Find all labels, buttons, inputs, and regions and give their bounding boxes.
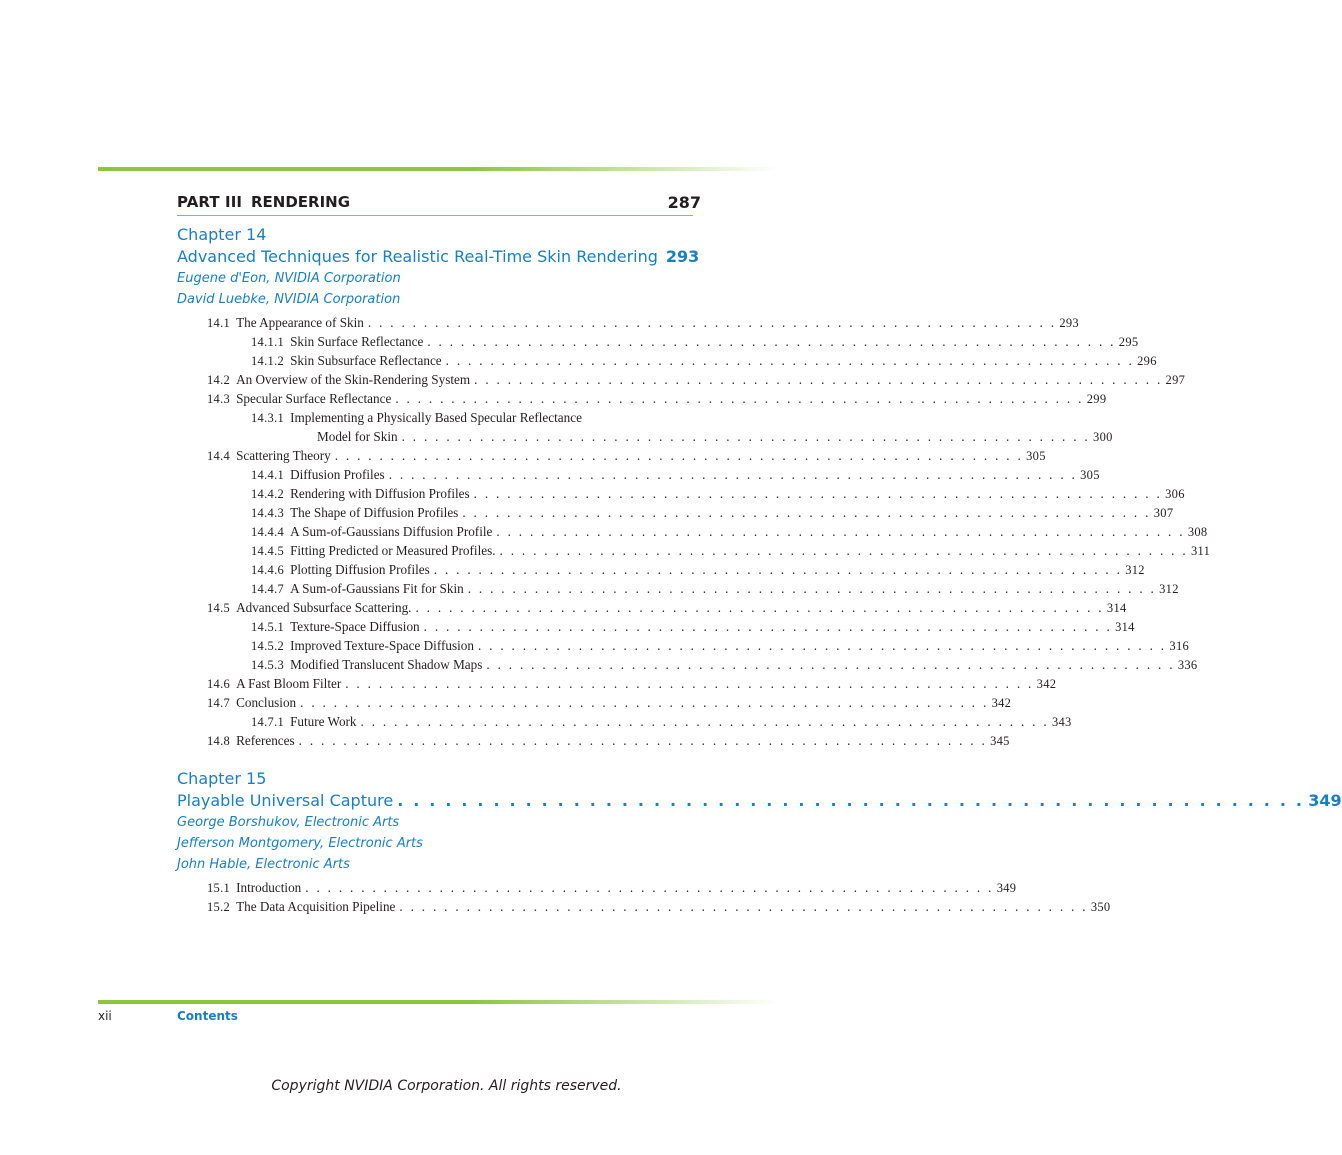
toc-number: 14.8 [207, 734, 231, 748]
toc-entry[interactable] [177, 313, 1079, 332]
chapter-title[interactable]: Advanced Techniques for Realistic Real-Time Skin Rendering [177, 247, 658, 266]
toc-entry[interactable] [177, 655, 1198, 674]
toc-page[interactable]: 314 [1106, 601, 1127, 615]
toc-page[interactable]: 345 [990, 734, 1010, 748]
toc-number: 14.7 [207, 696, 231, 710]
toc-label[interactable]: Skin Subsurface Reflectance [290, 353, 442, 368]
chapter-page[interactable]: 293 [665, 247, 700, 266]
toc-label[interactable]: The Data Acquisition Pipeline [236, 899, 396, 914]
toc-number: 14.5 [207, 601, 231, 615]
chapter-15 [177, 768, 1342, 875]
dot-leader: . . . . . . . . . . . . . . . . . . . . . . . . . . . . . . . . . . . . . . . . . . . . . . . . . . . . . . . . . . . . . . [401, 429, 1091, 444]
toc-label[interactable]: A Sum-of-Gaussians Diffusion Profile [290, 524, 493, 539]
author: George Borshukov, Electronic Arts [177, 815, 400, 830]
toc-page[interactable]: 343 [1051, 715, 1072, 729]
toc-number: 14.4.4 [251, 525, 285, 539]
chapter-title-link[interactable] [177, 790, 1342, 812]
chapter-title[interactable]: Playable Universal Capture [177, 791, 394, 810]
toc-label[interactable]: Rendering with Diffusion Profiles [290, 486, 470, 501]
toc-entry[interactable] [177, 332, 1139, 351]
toc-label[interactable]: An Overview of the Skin-Rendering System [236, 372, 471, 387]
dot-leader: . . . . . . . . . . . . . . . . . . . . . . . . . . . . . . . . . . . . . . . . . . . . . . . . . . . . . . . . . . . . . . [462, 505, 1151, 520]
dot-leader: . . . . . . . . . . . . . . . . . . . . . . . . . . . . . . . . . . . . . . . . . . . . . . . . . . . . . . . . . . . . . . [345, 676, 1034, 691]
top-green-rule [98, 167, 778, 171]
toc-page[interactable]: 336 [1177, 658, 1198, 672]
toc-entry[interactable] [177, 484, 1185, 503]
chapter-page[interactable]: 349 [1308, 791, 1342, 810]
toc-page[interactable]: 305 [1080, 468, 1100, 482]
toc-label[interactable]: Fitting Predicted or Measured Profiles. [290, 543, 496, 558]
toc-page[interactable]: 349 [996, 881, 1017, 895]
dot-leader: . . . . . . . . . . . . . . . . . . . . . . . . . . . . . . . . . . . . . . . . . . . . . . . . . . . . . . . . . . . . . . [496, 524, 1185, 539]
dot-leader: . . . . . . . . . . . . . . . . . . . . . . . . . . . . . . . . . . . . . . . . . . . . . . . . . . . . . . . . . . . . . . [360, 714, 1049, 729]
toc-entry[interactable] [177, 389, 1107, 408]
toc-number: 15.2 [207, 900, 231, 914]
toc-page[interactable]: 297 [1165, 373, 1186, 387]
toc-entry[interactable] [177, 636, 1190, 655]
part-header [177, 193, 701, 216]
dot-leader: . . . . . . . . . . . . . . . . . . . . . . . . . . . . . . . . . . . . . . . . . . . . . . . . . . . . . . . . . . . . . . [445, 353, 1135, 368]
toc-label[interactable]: A Sum-of-Gaussians Fit for Skin [290, 581, 464, 596]
toc-page[interactable]: 312 [1159, 582, 1179, 596]
chapter-number[interactable]: Chapter 15 [177, 769, 267, 788]
bottom-green-rule [98, 1000, 778, 1004]
dot-leader: . . . . . . . . . . . . . . . . . . . . . . . . . . . . . . . . . . . . . . . . . . . . . . . . . . . . . . . . . [397, 791, 1305, 810]
dot-leader: . . . . . . . . . . . . . . . . . . . . . . . . . . . . . . . . . . . . . . . . . . . . . . . . . . . . . . . . . . . . . . [467, 581, 1157, 596]
chapter-14-toc [177, 313, 1211, 750]
toc-entry[interactable] [177, 560, 1145, 579]
dot-leader: . . . . . . . . . . . . . . . . . . . . . . . . . . . . . . . . . . . . . . . . . . . . . . . . . . . . . . . . . . . . . . [395, 391, 1084, 406]
toc-entry[interactable] [177, 408, 659, 427]
dot-leader: . . . . . . . . . . . . . . . . . . . . . . . . . . . . . . . . . . . . . . . . . . . . . . . . . . . . . . . . . . . . . . [334, 448, 1024, 463]
toc-page[interactable]: 305 [1026, 449, 1046, 463]
toc-entry[interactable] [177, 712, 1072, 731]
toc-page[interactable]: 299 [1086, 392, 1107, 406]
copyright-notice: Copyright NVIDIA Corporation. All rights reserved. [271, 1078, 622, 1094]
toc-label[interactable]: Modified Translucent Shadow Maps [290, 657, 483, 672]
dot-leader: . . . . . . . . . . . . . . . . . . . . . . . . . . . . . . . . . . . . . . . . . . . . . . . . . . . . . . . . . . . . . . [423, 619, 1113, 634]
toc-page[interactable]: 307 [1153, 506, 1174, 520]
toc-entry[interactable] [177, 693, 1012, 712]
author: John Hable, Electronic Arts [177, 857, 350, 872]
toc-number: 14.4.2 [251, 487, 285, 501]
toc-label[interactable]: The Shape of Diffusion Profiles [290, 505, 459, 520]
chapter-14 [177, 224, 700, 310]
dot-leader: . . . . . . . . . . . . . . . . . . . . . . . . . . . . . . . . . . . . . . . . . . . . . . . . . . . . . . . . . . . . . . [388, 467, 1078, 482]
toc-label[interactable]: Advanced Subsurface Scattering. [236, 600, 412, 615]
toc-page[interactable]: 296 [1137, 354, 1157, 368]
toc-label[interactable]: Scattering Theory [236, 448, 331, 463]
chapter-15-toc [177, 878, 1111, 916]
toc-number: 14.4.1 [251, 468, 285, 482]
toc-number: 14.3.1 [251, 411, 285, 425]
toc-page[interactable]: 312 [1125, 563, 1145, 577]
dot-leader: . . . . . . . . . . . . . . . . . . . . . . . . . . . . . . . . . . . . . . . . . . . . . . . . . . . . . . . . . . . . . . [399, 899, 1088, 914]
running-footer-title[interactable]: Contents [177, 1009, 238, 1023]
toc-entry[interactable] [177, 598, 1127, 617]
toc-number: 14.5.3 [251, 658, 285, 672]
toc-label[interactable]: References [236, 733, 295, 748]
part-page-number: 287 [667, 193, 701, 212]
toc-page[interactable]: 293 [1059, 316, 1079, 330]
toc-number: 14.4 [207, 449, 231, 463]
toc-entry[interactable] [177, 617, 1135, 636]
toc-number: 15.1 [207, 881, 231, 895]
toc-entry[interactable] [177, 674, 1057, 693]
toc-entry[interactable] [177, 503, 1174, 522]
author: David Luebke, NVIDIA Corporation [177, 292, 401, 307]
toc-entry[interactable] [177, 579, 1179, 598]
dot-leader: . . . . . . . . . . . . . . . . . . . . . . . . . . . . . . . . . . . . . . . . . . . . . . . . . . . . . . . . . . . . . . [305, 880, 994, 895]
author: Jefferson Montgomery, Electronic Arts [177, 836, 423, 851]
dot-leader: . . . . . . . . . . . . . . . . . . . . . . . . . . . . . . . . . . . . . . . . . . . . . . . . . . . . . . . . . . . . . . [486, 657, 1175, 672]
toc-entry[interactable] [177, 731, 1010, 750]
toc-number: 14.1 [207, 316, 231, 330]
dot-leader: . . . . . . . . . . . . . . . . . . . . . . . . . . . . . . . . . . . . . . . . . . . . . . . . . . . . . . . . . . . . . . [477, 638, 1167, 653]
toc-entry[interactable] [177, 897, 1111, 916]
dot-leader: . . . . . . . . . . . . . . . . . . . . . . . . . . . . . . . . . . . . . . . . . . . . . . . . . . . . . . . . . . . . . . [499, 543, 1188, 558]
toc-label[interactable]: Specular Surface Reflectance [236, 391, 392, 406]
toc-entry[interactable] [177, 541, 1211, 560]
dot-leader: . . . . . . . . . . . . . . . . . . . . . . . . . . . . . . . . . . . . . . . . . . . . . . . . . . . . . . . . . . . . . . [473, 486, 1163, 501]
toc-page[interactable]: 311 [1190, 544, 1211, 558]
dot-leader: . . . . . . . . . . . . . . . . . . . . . . . . . . . . . . . . . . . . . . . . . . . . . . . . . . . . . . . . . . . . . . [433, 562, 1123, 577]
page-folio: xii [98, 1009, 112, 1023]
toc-number: 14.1.2 [251, 354, 285, 368]
dot-leader: . . . . . . . . . . . . . . . . . . . . . . . . . . . . . . . . . . . . . . . . . . . . . . . . . . . . . . . . . . . . . . [367, 315, 1057, 330]
toc-label[interactable]: Texture-Space Diffusion [290, 619, 420, 634]
toc-label[interactable]: Conclusion [236, 695, 297, 710]
toc-entry[interactable] [177, 878, 1017, 897]
toc-page[interactable]: 300 [1093, 430, 1113, 444]
toc-label[interactable]: Diffusion Profiles [290, 467, 385, 482]
toc-label[interactable]: Future Work [290, 714, 357, 729]
toc-number: 14.4.7 [251, 582, 285, 596]
toc-label[interactable]: Improved Texture-Space Diffusion [290, 638, 474, 653]
dot-leader: . . . . . . . . . . . . . . . . . . . . . . . . . . . . . . . . . . . . . . . . . . . . . . . . . . . . . . . . . . . . . . [415, 600, 1104, 615]
toc-label[interactable]: The Appearance of Skin [236, 315, 364, 330]
part-label: PART III [177, 193, 243, 211]
dot-leader: . . . . . . . . . . . . . . . . . . . . . . . . . . . . . . . . . . . . . . . . . . . . . . . . . . . . . . . . . . . . . . [298, 733, 988, 748]
toc-entry[interactable] [177, 351, 1157, 370]
toc-label[interactable]: Implementing a Physically Based Specular Reflectance [290, 410, 582, 425]
toc-page[interactable]: 342 [991, 696, 1012, 710]
toc-label[interactable]: Skin Surface Reflectance [290, 334, 424, 349]
toc-label[interactable]: Plotting Diffusion Profiles [290, 562, 430, 577]
toc-label[interactable]: Model for Skin [317, 429, 398, 444]
toc-number: 14.5.2 [251, 639, 285, 653]
toc-number: 14.4.5 [251, 544, 285, 558]
toc-number: 14.4.6 [251, 563, 285, 577]
chapter-title-link[interactable] [177, 246, 700, 268]
dot-leader: . . . . . . . . . . . . . . . . . . . . . . . . . . . . . . . . . . . . . . . . . . . . . . . . . . . . . . . . . . . . . . [427, 334, 1116, 349]
toc-number: 14.4.3 [251, 506, 285, 520]
toc-label[interactable]: Introduction [236, 880, 302, 895]
toc-page[interactable]: 314 [1115, 620, 1135, 634]
toc-entry[interactable] [177, 522, 1208, 541]
toc-page[interactable]: 350 [1090, 900, 1111, 914]
toc-page[interactable]: 308 [1187, 525, 1208, 539]
dot-leader: . . . . . . . . . . . . . . . . . . . . . . . . . . . . . . . . . . . . . . . . . . . . . . . . . . . . . . . . . . . . . . [300, 695, 989, 710]
toc-number: 14.5.1 [251, 620, 285, 634]
toc-page[interactable]: 295 [1118, 335, 1139, 349]
toc-entry[interactable] [177, 370, 1186, 389]
part-title: RENDERING [251, 193, 351, 211]
dot-leader: . . . . . . . . . . . . . . . . . . . . . . . . . . . . . . . . . . . . . . . . . . . . . . . . . . . . . . . . . . . . . . [474, 372, 1163, 387]
toc-number: 14.2 [207, 373, 231, 387]
toc-page[interactable]: 316 [1169, 639, 1190, 653]
author: Eugene d'Eon, NVIDIA Corporation [177, 271, 401, 286]
chapter-number[interactable]: Chapter 14 [177, 225, 267, 244]
toc-label[interactable]: A Fast Bloom Filter [236, 676, 342, 691]
toc-number: 14.1.1 [251, 335, 285, 349]
toc-number: 14.3 [207, 392, 231, 406]
toc-number: 14.6 [207, 677, 231, 691]
toc-entry-continuation[interactable] [177, 427, 1113, 446]
toc-page[interactable]: 306 [1165, 487, 1185, 501]
toc-number: 14.7.1 [251, 715, 285, 729]
toc-entry[interactable] [177, 465, 1100, 484]
toc-page[interactable]: 342 [1036, 677, 1057, 691]
toc-entry[interactable] [177, 446, 1046, 465]
